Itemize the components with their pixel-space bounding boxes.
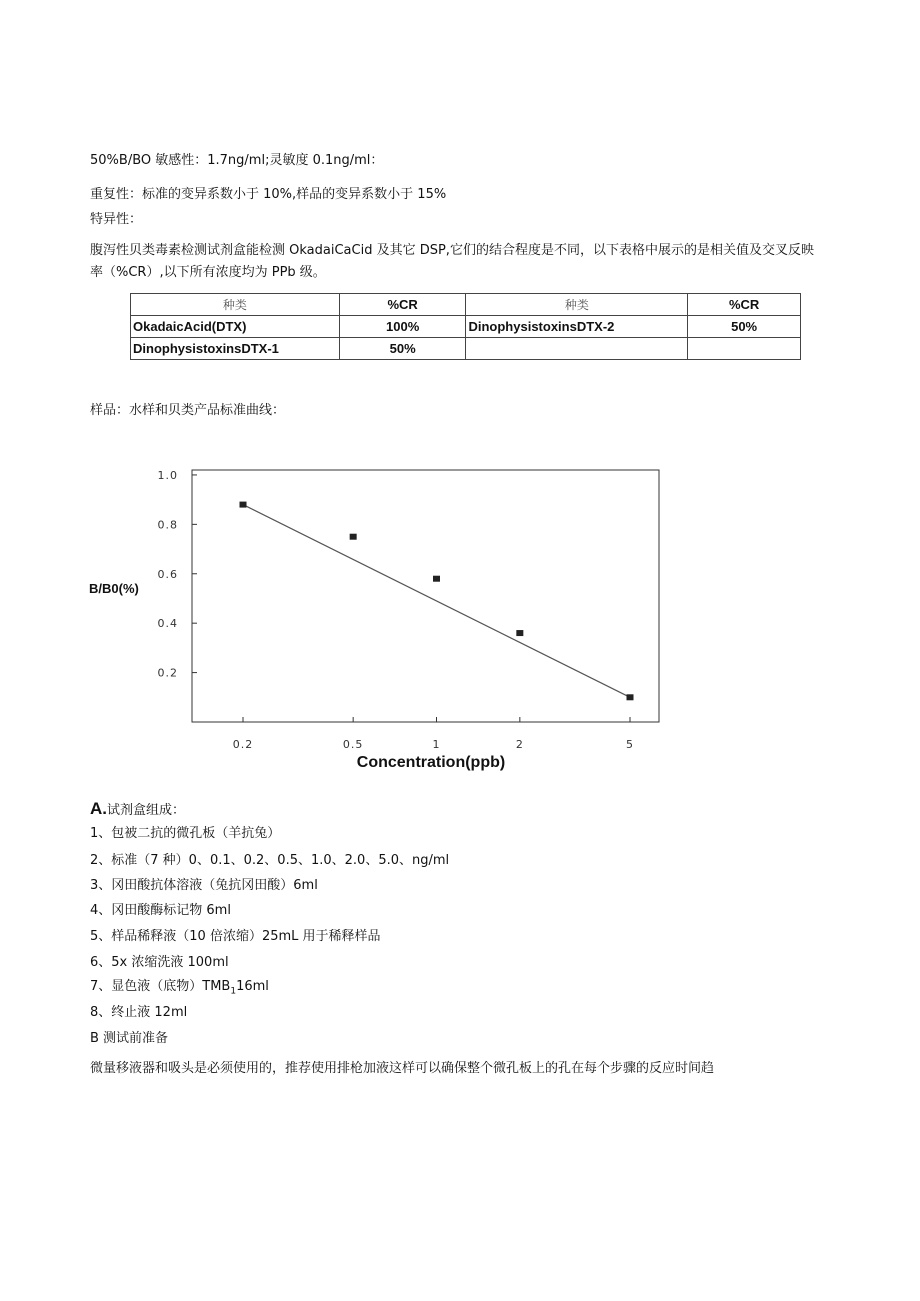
y-tick-label: 0.4 <box>157 617 178 631</box>
list-item: 2、标准（7 种）0、0.1、0.2、0.5、1.0、2.0、5.0、ng/ml <box>90 853 450 868</box>
header-type-1: 种类 <box>131 294 340 316</box>
sensitivity-line: 50%B/BO 敏感性：1.7ng/ml;灵敏度 0.1ng/ml： <box>90 153 384 168</box>
cross-reactivity-table <box>130 293 801 360</box>
repeatability-line: 重复性：标准的变异系数小于 10%,样品的变异系数小于 15% <box>90 187 447 202</box>
section-title: 试剂盒组成： <box>107 803 186 818</box>
kit-section-heading <box>90 800 185 820</box>
section-letter: A. <box>90 799 107 818</box>
standard-curve-chart <box>85 460 665 780</box>
table-cell <box>688 338 801 360</box>
table-cell: DinophysistoxinsDTX-1 <box>131 338 340 360</box>
y-tick-label: 0.2 <box>157 666 178 680</box>
data-point <box>240 502 247 508</box>
header-cr-2: %CR <box>688 294 801 316</box>
sample-line: 样品：水样和贝类产品标准曲线： <box>90 403 286 418</box>
y-axis-ticks <box>158 469 198 680</box>
data-point <box>516 630 523 636</box>
prep-text: 微量移液器和吸头是必须使用的，推荐使用排枪加液这样可以确保整个微孔板上的孔在每个步骤的反应时间趋 <box>90 1061 715 1076</box>
list-item-subscript: 1 <box>230 986 237 997</box>
list-item: 3、冈田酸抗体溶液（兔抗冈田酸）6ml <box>90 878 318 893</box>
list-item: 6、5x 浓缩洗液 100ml <box>90 955 229 970</box>
y-axis-label: B/B0(%) <box>89 581 139 596</box>
table-cell: OkadaicAcid(DTX) <box>131 316 340 338</box>
x-tick-label: 1 <box>432 738 441 751</box>
list-item: 8、终止液 12ml <box>90 1005 188 1020</box>
header-type-2: 种类 <box>466 294 688 316</box>
y-tick-label: 1.0 <box>157 468 178 482</box>
table-cell <box>466 338 688 360</box>
table-row <box>131 338 801 360</box>
table-cell: 100% <box>339 316 466 338</box>
list-item-volume: 16ml <box>236 979 269 994</box>
x-axis-label: Concentration(ppb) <box>356 754 506 771</box>
data-point <box>627 694 634 700</box>
list-item: 1、包被二抗的微孔板（羊抗兔） <box>90 826 281 841</box>
specificity-heading: 特异性： <box>90 212 143 227</box>
list-item-text: 7、显色液（底物）TMB <box>90 979 231 994</box>
table-header-row <box>131 294 801 316</box>
y-tick-label: 0.8 <box>157 518 178 532</box>
y-tick-label: 0.6 <box>157 567 178 581</box>
table-cell: DinophysistoxinsDTX-2 <box>466 316 688 338</box>
x-tick-label: 0.2 <box>232 738 254 751</box>
data-point <box>433 576 440 582</box>
x-tick-label: 2 <box>515 738 524 751</box>
description-paragraph: 腹泻性贝类毒素检测试剂盒能检测 OkadaiCaCid 及其它 DSP,它们的结合程度是不同，以下表格中展示的是相关值及交叉反映率（%CR）,以下所有浓度均为 PPb 级。 <box>90 243 814 280</box>
table-row <box>131 316 801 338</box>
list-item: 4、冈田酸酶标记物 6ml <box>90 903 231 918</box>
prep-heading: B 测试前准备 <box>90 1031 169 1046</box>
list-item: 5、样品稀释液（10 倍浓缩）25mL 用于稀释样品 <box>90 929 381 944</box>
header-cr-1: %CR <box>339 294 466 316</box>
data-point <box>350 534 357 540</box>
x-tick-label: 0.5 <box>342 738 364 751</box>
x-tick-label: 5 <box>626 738 634 751</box>
table-cell: 50% <box>339 338 466 360</box>
list-item-7 <box>90 978 269 1001</box>
table-cell: 50% <box>688 316 801 338</box>
